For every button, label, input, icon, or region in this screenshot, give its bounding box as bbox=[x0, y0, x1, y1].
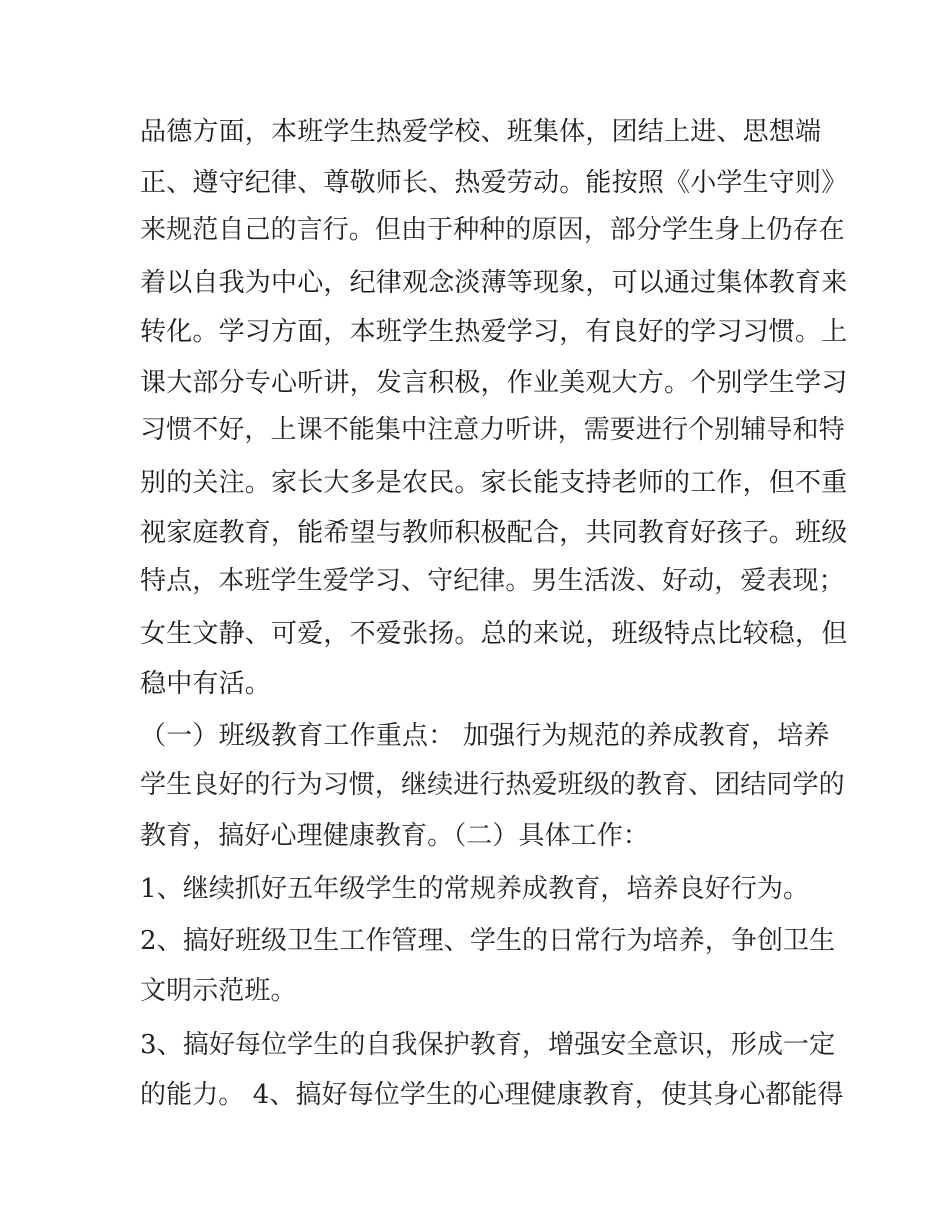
text-line-5: 转化。学习方面，本班学生热爱学习，有良好的学习习惯。上 bbox=[140, 317, 848, 347]
text-line-7: 习惯不好，上课不能集中注意力听讲，需要进行个别辅导和特 bbox=[140, 415, 845, 445]
text-line-11: 女生文静、可爱，不爱张扬。总的来说，班级特点比较稳，但 bbox=[140, 619, 848, 649]
text-line-1: 品德方面，本班学生热爱学校、班集体，团结上进、思想端 bbox=[140, 117, 822, 147]
text-line-15: 教育，搞好心理健康教育。（二）具体工作： bbox=[140, 821, 650, 851]
list-item-1: 1、继续抓好五年级学生的常规养成教育，培养良好行为。 bbox=[140, 874, 810, 904]
list-item-2: 2、搞好班级卫生工作管理、学生的日常行为培养，争创卫生 bbox=[140, 926, 836, 956]
section-heading-line: （一）班级教育工作重点： 加强行为规范的养成教育，培养 bbox=[140, 721, 830, 751]
list-item-3: 3、搞好每位学生的自我保护教育，增强安全意识，形成一定 bbox=[140, 1030, 836, 1060]
text-line-10: 特点，本班学生爱学习、守纪律。男生活泼、好动，爱表现； bbox=[140, 566, 845, 596]
text-line-9: 视家庭教育，能希望与教师积极配合，共同教育好孩子。班级 bbox=[140, 518, 848, 548]
text-line-4: 着以自我为中心，纪律观念淡薄等现象，可以通过集体教育来 bbox=[140, 268, 848, 298]
text-line-3: 来规范自己的言行。但由于种种的原因，部分学生身上仍存在 bbox=[140, 215, 845, 245]
text-line-8: 别的关注。家长大多是农民。家长能支持老师的工作，但不重 bbox=[140, 468, 848, 498]
text-line-2: 正、遵守纪律、尊敬师长、热爱劳动。能按照《小学生守则》 bbox=[140, 168, 848, 198]
text-line-14: 学生良好的行为习惯，继续进行热爱班级的教育、团结同学的 bbox=[140, 770, 845, 800]
list-item-2-continued: 文明示范班。 bbox=[140, 976, 297, 1006]
text-line-12: 稳中有活。 bbox=[140, 669, 272, 699]
text-line-6: 课大部分专心听讲，发言积极，作业美观大方。个别学生学习 bbox=[140, 368, 848, 398]
list-item-3-4: 的能力。 4、搞好每位学生的心理健康教育，使其身心都能得 bbox=[140, 1080, 844, 1110]
